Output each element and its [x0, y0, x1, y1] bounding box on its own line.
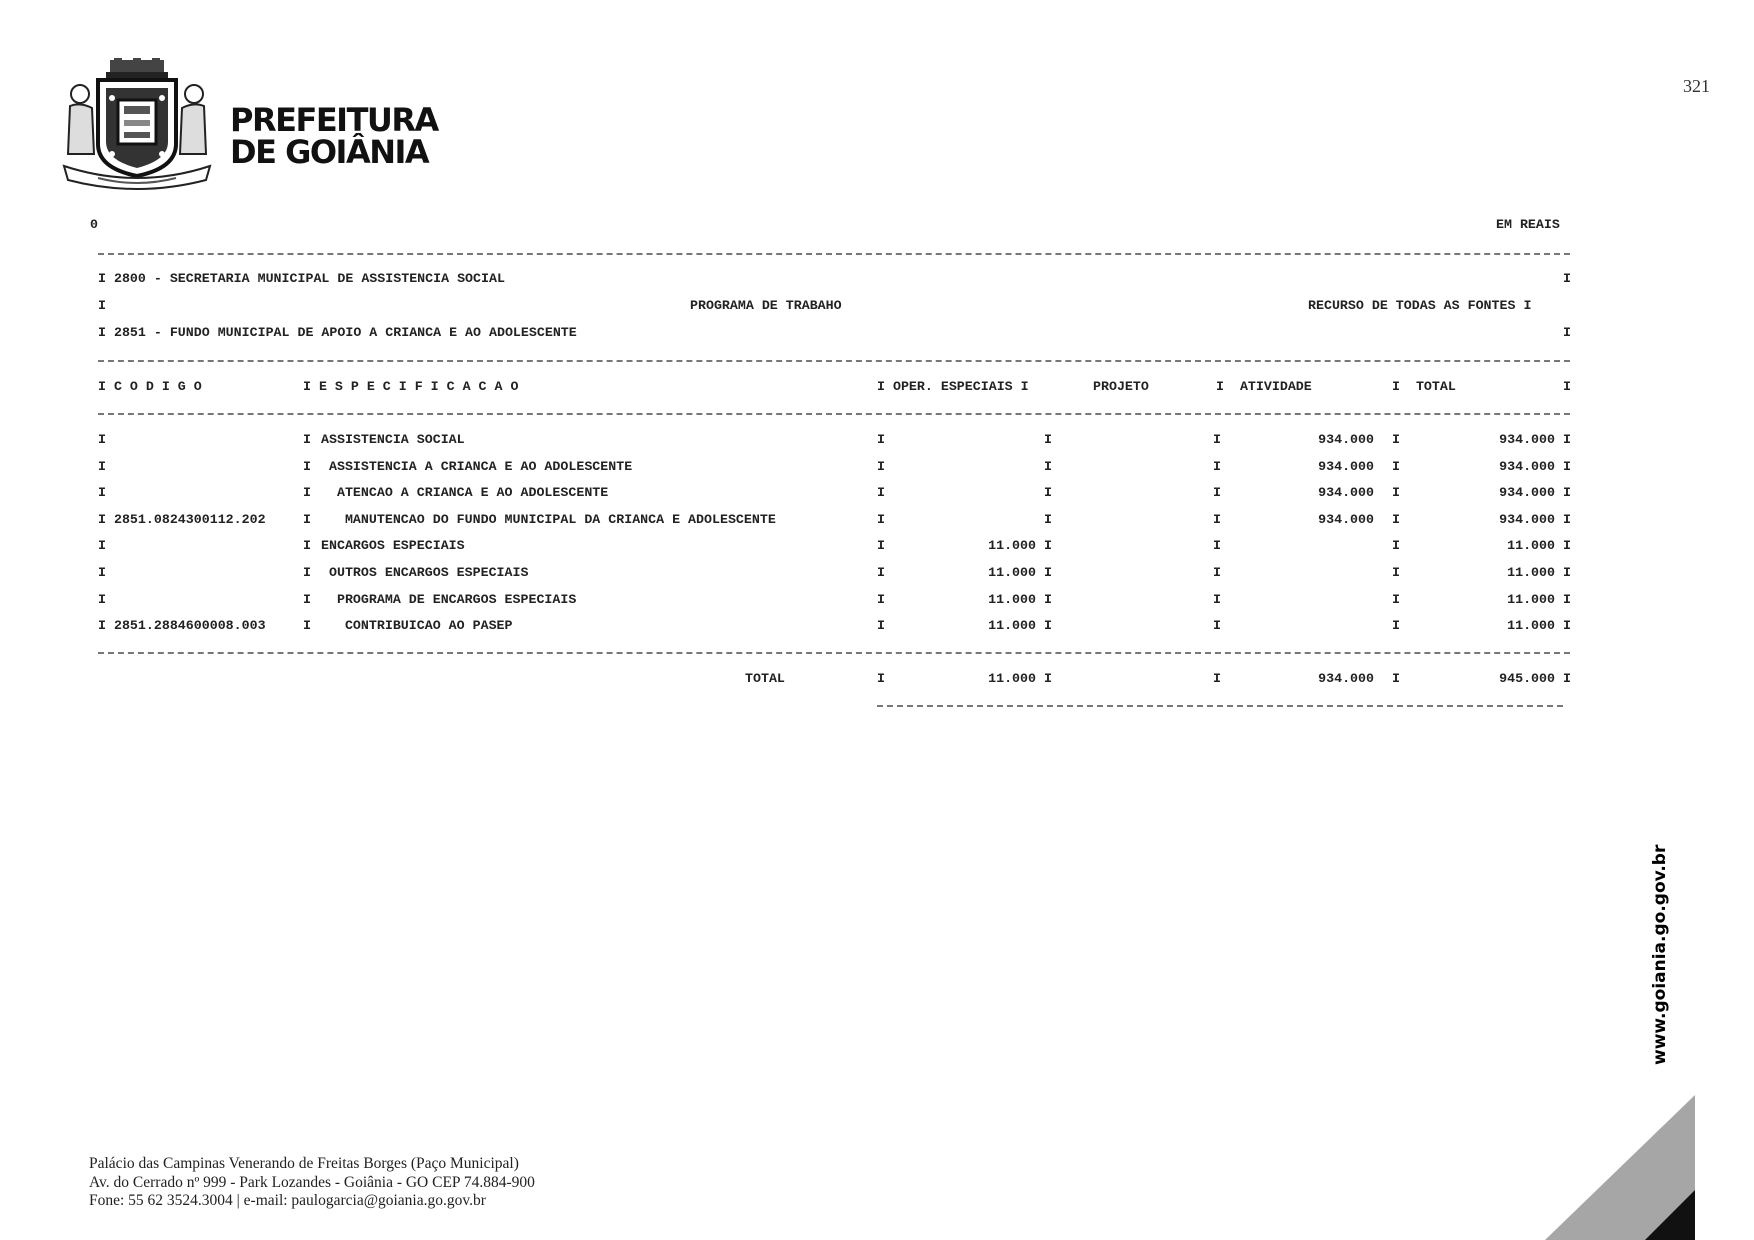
brand-line-2: DE GOIÂNIA — [230, 133, 429, 171]
cell-total: 11.000 — [1507, 592, 1555, 607]
cell-separator: I — [303, 485, 311, 500]
cell-total: 11.000 — [1507, 565, 1555, 580]
column-header-especificacao: I E S P E C I F I C A C A O — [303, 379, 519, 394]
totals-label: TOTAL — [745, 671, 785, 686]
cell-codigo: I — [98, 485, 106, 500]
cell-oper-especiais: 11.000 — [988, 618, 1036, 633]
cell-separator: I — [1044, 618, 1052, 633]
column-header-atividade: I ATIVIDADE — [1216, 379, 1312, 394]
separator-line — [98, 652, 1570, 654]
fund-line: I 2851 - FUNDO MUNICIPAL DE APOIO A CRIANCA E AO ADOLESCENTE — [98, 325, 577, 340]
website-url: www.goiania.go.gov.br — [1650, 844, 1670, 1065]
cell-separator: I — [1213, 485, 1221, 500]
column-header-codigo: I C O D I G O — [98, 379, 202, 394]
cell-separator: I — [1044, 565, 1052, 580]
page-number: 321 — [1683, 76, 1710, 96]
cell-separator: I — [1392, 485, 1400, 500]
cell-separator: I — [303, 538, 311, 553]
cell-separator: I — [303, 618, 311, 633]
cell-separator: I — [877, 565, 885, 580]
cell-separator: I — [877, 618, 885, 633]
cell-separator: I — [1213, 592, 1221, 607]
cell-separator: I — [303, 432, 311, 447]
totals-atividade: 934.000 — [1318, 671, 1374, 686]
program-title: PROGRAMA DE TRABAHO — [690, 298, 842, 313]
cell-separator: I — [1392, 565, 1400, 580]
cell-separator: I — [1563, 485, 1571, 500]
cell-separator: I — [1392, 592, 1400, 607]
totals-sep-2: I — [1044, 671, 1052, 686]
totals-sep-3: I — [1213, 671, 1221, 686]
cell-especificacao: ATENCAO A CRIANCA E AO ADOLESCENTE — [321, 485, 609, 500]
cell-separator: I — [1213, 538, 1221, 553]
column-header-oper-especiais: I OPER. ESPECIAIS I — [877, 379, 1029, 394]
cell-especificacao: OUTROS ENCARGOS ESPECIAIS — [321, 565, 529, 580]
org-line-end: I — [1563, 271, 1571, 286]
cell-separator: I — [1563, 459, 1571, 474]
cell-atividade: 934.000 — [1318, 485, 1374, 500]
column-header-total: I TOTAL — [1392, 379, 1456, 394]
cell-separator: I — [1213, 459, 1221, 474]
cell-oper-especiais: 11.000 — [988, 592, 1036, 607]
cell-separator: I — [1044, 592, 1052, 607]
sources-label: RECURSO DE TODAS AS FONTES I — [1308, 298, 1532, 313]
totals-sep-5: I — [1563, 671, 1571, 686]
cell-separator: I — [1213, 512, 1221, 527]
footer-address — [89, 1155, 535, 1211]
cell-atividade: 934.000 — [1318, 459, 1374, 474]
cell-separator: I — [1044, 538, 1052, 553]
cell-separator: I — [1563, 512, 1571, 527]
cell-separator: I — [303, 512, 311, 527]
cell-separator: I — [1392, 618, 1400, 633]
cell-codigo: I — [98, 538, 106, 553]
cell-especificacao: ASSISTENCIA A CRIANCA E AO ADOLESCENTE — [321, 459, 633, 474]
cell-separator: I — [1563, 432, 1571, 447]
brand-line-1: PREFEITURA — [230, 101, 438, 139]
cell-separator: I — [877, 459, 885, 474]
cell-separator: I — [1213, 565, 1221, 580]
cell-codigo: I — [98, 592, 106, 607]
totals-sep-4: I — [1392, 671, 1400, 686]
brand-name — [230, 101, 438, 171]
cell-separator: I — [877, 592, 885, 607]
cell-total: 11.000 — [1507, 538, 1555, 553]
coat-of-arms-icon — [58, 58, 216, 190]
cell-separator: I — [1563, 565, 1571, 580]
footer-line-2: Av. do Cerrado nº 999 - Park Lozandes - Goiânia - GO CEP 74.884-900 — [89, 1173, 535, 1191]
cell-separator: I — [1392, 459, 1400, 474]
mid-left-marker: I — [98, 298, 106, 313]
cell-separator: I — [1044, 432, 1052, 447]
left-marker: 0 — [90, 217, 98, 232]
cell-especificacao: CONTRIBUICAO AO PASEP — [321, 618, 513, 633]
cell-separator: I — [303, 592, 311, 607]
column-header-end: I — [1563, 379, 1571, 394]
separator-line — [98, 253, 1570, 255]
cell-especificacao: ASSISTENCIA SOCIAL — [321, 432, 465, 447]
totals-total: 945.000 — [1499, 671, 1555, 686]
org-line: I 2800 - SECRETARIA MUNICIPAL DE ASSISTENCIA SOCIAL — [98, 271, 505, 286]
cell-total: 934.000 — [1499, 459, 1555, 474]
cell-separator: I — [1213, 432, 1221, 447]
corner-decoration — [1545, 1095, 1695, 1240]
cell-codigo: I 2851.2884600008.003 — [98, 618, 266, 633]
cell-oper-especiais: 11.000 — [988, 538, 1036, 553]
cell-atividade: 934.000 — [1318, 432, 1374, 447]
cell-separator: I — [1563, 618, 1571, 633]
cell-separator: I — [1392, 432, 1400, 447]
totals-sep-1: I — [877, 671, 885, 686]
cell-codigo: I — [98, 432, 106, 447]
cell-especificacao: MANUTENCAO DO FUNDO MUNICIPAL DA CRIANCA E ADOLESCENTE — [321, 512, 776, 527]
cell-total: 934.000 — [1499, 485, 1555, 500]
cell-separator: I — [1044, 512, 1052, 527]
cell-separator: I — [303, 459, 311, 474]
cell-separator: I — [877, 512, 885, 527]
currency-label: EM REAIS — [1496, 217, 1560, 232]
totals-oper-especiais: 11.000 — [988, 671, 1036, 686]
cell-especificacao: ENCARGOS ESPECIAIS — [321, 538, 465, 553]
cell-separator: I — [1563, 538, 1571, 553]
cell-codigo: I 2851.0824300112.202 — [98, 512, 266, 527]
cell-separator: I — [1213, 618, 1221, 633]
cell-separator: I — [1044, 459, 1052, 474]
cell-separator: I — [1392, 512, 1400, 527]
cell-separator: I — [1044, 485, 1052, 500]
cell-codigo: I — [98, 565, 106, 580]
totals-underline — [877, 705, 1563, 707]
cell-separator: I — [877, 538, 885, 553]
footer-line-1: Palácio das Campinas Venerando de Freitas Borges (Paço Municipal) — [89, 1155, 519, 1172]
cell-separator: I — [877, 485, 885, 500]
fund-line-end: I — [1563, 325, 1571, 340]
cell-codigo: I — [98, 459, 106, 474]
cell-separator: I — [303, 565, 311, 580]
cell-total: 11.000 — [1507, 618, 1555, 633]
cell-oper-especiais: 11.000 — [988, 565, 1036, 580]
separator-line — [98, 360, 1570, 362]
column-header-projeto: PROJETO — [1093, 379, 1149, 394]
cell-total: 934.000 — [1499, 432, 1555, 447]
cell-atividade: 934.000 — [1318, 512, 1374, 527]
cell-separator: I — [1392, 538, 1400, 553]
cell-especificacao: PROGRAMA DE ENCARGOS ESPECIAIS — [321, 592, 577, 607]
footer-line-3: Fone: 55 62 3524.3004 | e-mail: paulogarcia@goiania.go.gov.br — [89, 1192, 486, 1209]
separator-line — [98, 413, 1570, 415]
cell-separator: I — [1563, 592, 1571, 607]
cell-separator: I — [877, 432, 885, 447]
cell-total: 934.000 — [1499, 512, 1555, 527]
